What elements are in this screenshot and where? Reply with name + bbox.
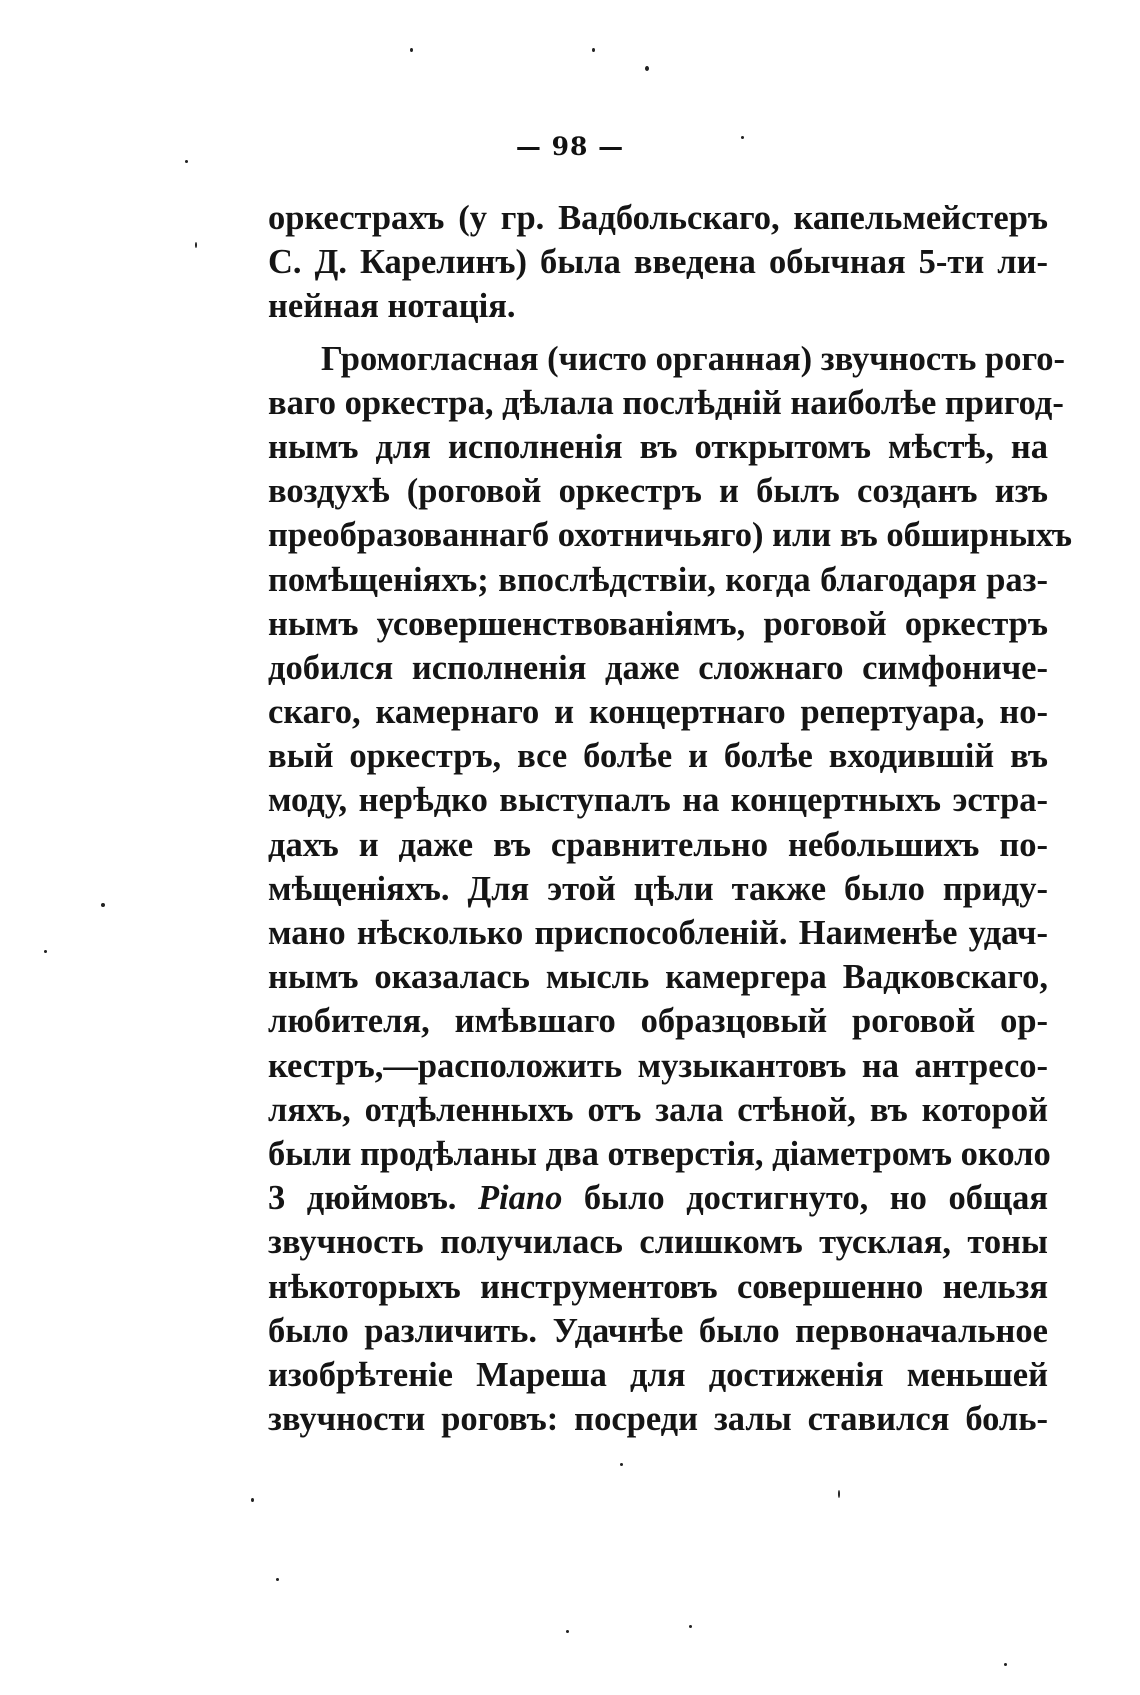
scan-speck bbox=[410, 48, 413, 52]
text-line: нымъ усовершенствованіямъ, роговой оркестръ bbox=[268, 604, 1048, 643]
text-line: мано нѣсколько приспособленій. Наименѣе удач- bbox=[268, 914, 1048, 952]
text-line: воздухѣ (роговой оркестръ и былъ созданъ изъ bbox=[268, 472, 1048, 511]
scan-speck bbox=[566, 1630, 569, 1633]
scan-speck bbox=[44, 950, 47, 953]
italic-term-piano: Piano bbox=[477, 1179, 563, 1218]
scan-speck bbox=[645, 66, 649, 71]
scan-speck bbox=[101, 903, 105, 907]
text-line: дахъ и даже въ сравнительно небольшихъ по- bbox=[268, 825, 1048, 864]
scan-speck bbox=[1004, 1663, 1007, 1666]
text-line: С. Д. Карелинъ) была введена обычная 5-ти ли- bbox=[268, 243, 1048, 282]
body-text bbox=[268, 196, 1072, 1441]
scan-speck bbox=[276, 1578, 279, 1581]
text-line: ваго оркестра, дѣлала послѣдній наиболѣе пригод- bbox=[268, 383, 1064, 422]
scan-speck bbox=[741, 136, 744, 139]
text-line: оркестрахъ (у гр. Вадбольскаго, капельмейстеръ bbox=[268, 199, 1048, 237]
text-line: нымъ оказалась мысль камергера Вадковскаго, bbox=[268, 958, 1048, 997]
text-line: добился исполненія даже сложнаго симфониче- bbox=[268, 648, 1048, 687]
scan-speck bbox=[620, 1463, 623, 1466]
text-line: нейная нотація. bbox=[268, 287, 516, 326]
text-line: помѣщеніяхъ; впослѣдствіи, когда благодаря раз- bbox=[268, 560, 1048, 599]
scan-speck bbox=[251, 1498, 254, 1502]
text-line: ляхъ, отдѣленныхъ отъ зала стѣной, въ которой bbox=[268, 1090, 1048, 1129]
text-line: Громогласная (чисто органная) звучность рого- bbox=[321, 339, 1066, 378]
text-line: нымъ для исполненія въ открытомъ мѣстѣ, на bbox=[268, 427, 1048, 466]
text-line: нѣкоторыхъ инструментовъ совершенно нельзя bbox=[268, 1267, 1048, 1306]
scan-speck bbox=[195, 242, 197, 248]
text-line: мѣщеніяхъ. Для этой цѣли также было приду- bbox=[268, 869, 1048, 908]
scan-speck bbox=[838, 1490, 840, 1498]
text-line-piano bbox=[268, 1176, 1048, 1220]
text-line: моду, нерѣдко выступалъ на концертныхъ эстра- bbox=[268, 781, 1048, 820]
text-line: звучности роговъ: посреди залы ставился боль- bbox=[268, 1400, 1048, 1439]
text-line: преобразованнагб охотничьяго) или въ обширныхъ bbox=[268, 516, 1072, 555]
paragraph-gap bbox=[268, 329, 1048, 337]
page-number: — 98 — bbox=[515, 132, 625, 161]
text-line: любителя, имѣвшаго образцовый роговой ор- bbox=[268, 1002, 1048, 1041]
text-line: скаго, камернаго и концертнаго репертуара, но- bbox=[268, 693, 1048, 732]
text-segment: 3 дюймовъ. bbox=[268, 1179, 478, 1218]
text-segment: было достигнуто, но общая bbox=[562, 1179, 1048, 1218]
text-line: вый оркестръ, все болѣе и болѣе входившій въ bbox=[268, 737, 1048, 776]
text-line: кестръ,—расположить музыкантовъ на антресо- bbox=[268, 1046, 1048, 1085]
scan-speck bbox=[185, 160, 188, 163]
text-line: изобрѣтеніе Мареша для достиженія меньшей bbox=[268, 1355, 1048, 1394]
text-line: было различить. Удачнѣе было первоначальное bbox=[268, 1311, 1048, 1350]
scan-speck bbox=[689, 1625, 692, 1628]
scan-speck bbox=[592, 48, 595, 52]
text-line: звучность получилась слишкомъ тусклая, тоны bbox=[268, 1223, 1048, 1262]
text-line: были продѣланы два отверстія, діаметромъ около bbox=[268, 1134, 1051, 1173]
